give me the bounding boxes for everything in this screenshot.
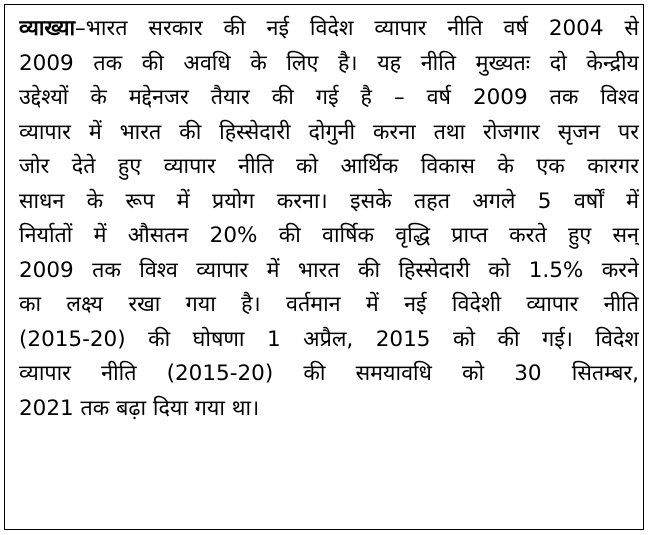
text-box: [4, 4, 644, 530]
text-line: व्यापार नीति (2015-20) की समयावधि को 30 सितम्बर,: [19, 361, 639, 386]
text-line: 2009 तक की अवधि के लिए है। यह नीति मुख्यतः दो केन्द्रीय: [19, 50, 639, 76]
text-line-content: –भारत सरकार की नई विदेश व्यापार नीति वर्ष 2004 से: [75, 16, 639, 41]
text-line: निर्यातों में औसतन 20% की वार्षिक वृद्धि प्राप्त करते हुए सन्: [19, 223, 639, 248]
text-line: [19, 12, 639, 47]
text-line: 2009 तक विश्व व्यापार में भारत की हिस्सेदारी को 1.5% करने: [19, 257, 639, 283]
text-line: व्यापार में भारत की हिस्सेदारी दोगुनी करना तथा रोजगार सृजन पर: [19, 119, 639, 145]
heading-label: व्याख्या: [19, 16, 76, 41]
explanation-paragraph: [19, 12, 639, 426]
text-line: जोर देते हुए व्यापार नीति को आर्थिक विकास के एक कारगर: [19, 154, 639, 179]
text-line: 2021 तक बढ़ा दिया गया था।: [19, 395, 260, 421]
text-line: साधन के रूप में प्रयोग करना। इसके तहत अगले 5 वर्षों में: [19, 188, 639, 214]
text-line: का लक्ष्य रखा गया है। वर्तमान में नई विदेशी व्यापार नीति: [19, 292, 639, 317]
text-line: उद्देश्यों के मद्देनजर तैयार की गई है – वर्ष 2009 तक विश्व: [19, 85, 639, 110]
text-line: (2015-20) की घोषणा 1 अप्रैल, 2015 को की गई। विदेश: [19, 326, 639, 352]
